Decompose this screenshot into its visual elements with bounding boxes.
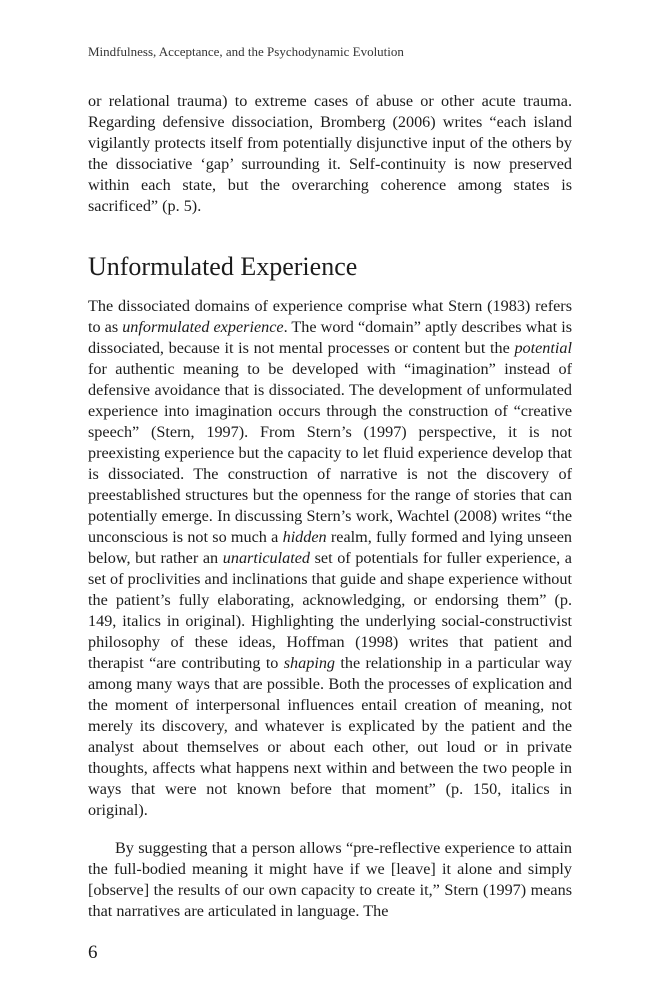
text-span: . The word “domain” aptly describes what is dissociated, because it is not mental processes or content but the — [88, 318, 572, 357]
paragraph-pre-reflective: By suggesting that a person allows “pre-reflective experience to attain the full-bodied meaning it might have if we [leave] it alone and simply [observe] the results of our own capacity to create it,” Stern (1997) means that narratives are articulated in language. The — [88, 839, 572, 920]
text-span: for authentic meaning to be developed with “imagination” instead of defensive avoidance that is dissociated. The development of unformulated experience into imagination occurs through the construction of “creative speech” (Stern, 1997). From Stern’s (1997) perspective, it is not preexisting experience but the capacity to let fluid experience develop that is dissociated. The construction of narrative is not the discovery of preestablished structures but the openness for the range of stories that can potentially emerge. In discussing Stern’s work, Wachtel (2008) writes “the unconscious is not so much a — [88, 360, 572, 546]
text-span: the relationship in a particular way among many ways that are possible. Both the processes of explication and the moment of interpersonal influences entail creation of meaning, not merely its discovery, and whatever is explicated by the patient and the analyst about themselves or about each other, out loud or in private thoughts, affects what happens next within and between the two people in ways that were not known before that moment” (p. 150, italics in original). — [88, 654, 572, 819]
paragraph-unformulated-experience — [88, 296, 572, 821]
italic-term: unformulated experience — [122, 318, 284, 336]
running-head: Mindfulness, Acceptance, and the Psychodynamic Evolution — [88, 44, 404, 59]
paragraph-dissociation-quote: or relational trauma) to extreme cases of abuse or other acute trauma. Regarding defensive dissociation, Bromberg (2006) writes “each island vigilantly protects itself from potentially disjunctive input of the others by the dissociative ‘gap’ surrounding it. Self-continuity is now preserved within each state, but the overarching coherence among states is sacrificed” (p. 5). — [88, 92, 572, 215]
italic-term: potential — [514, 339, 572, 357]
italic-term: hidden — [282, 528, 327, 546]
italic-term: shaping — [283, 654, 336, 672]
text-span: set of potentials for fuller experience, a set of proclivities and inclinations that guide and shape experience without the patient’s fully elaborating, acknowledging, or endorsing them” (p. 149, italics in original). Highlighting the underlying social-constructivist philosophy of these ideas, Hoffman (1998) writes that patient and therapist “are contributing to — [88, 549, 572, 672]
text-span: realm, fully formed and lying unseen below, but rather an — [88, 528, 572, 567]
section-heading: Unformulated Experience — [88, 252, 358, 281]
page-number: 6 — [88, 942, 98, 963]
text-span: The dissociated domains of experience comprise what Stern (1983) refers to as — [88, 297, 572, 336]
italic-term: unarticulated — [222, 549, 310, 567]
